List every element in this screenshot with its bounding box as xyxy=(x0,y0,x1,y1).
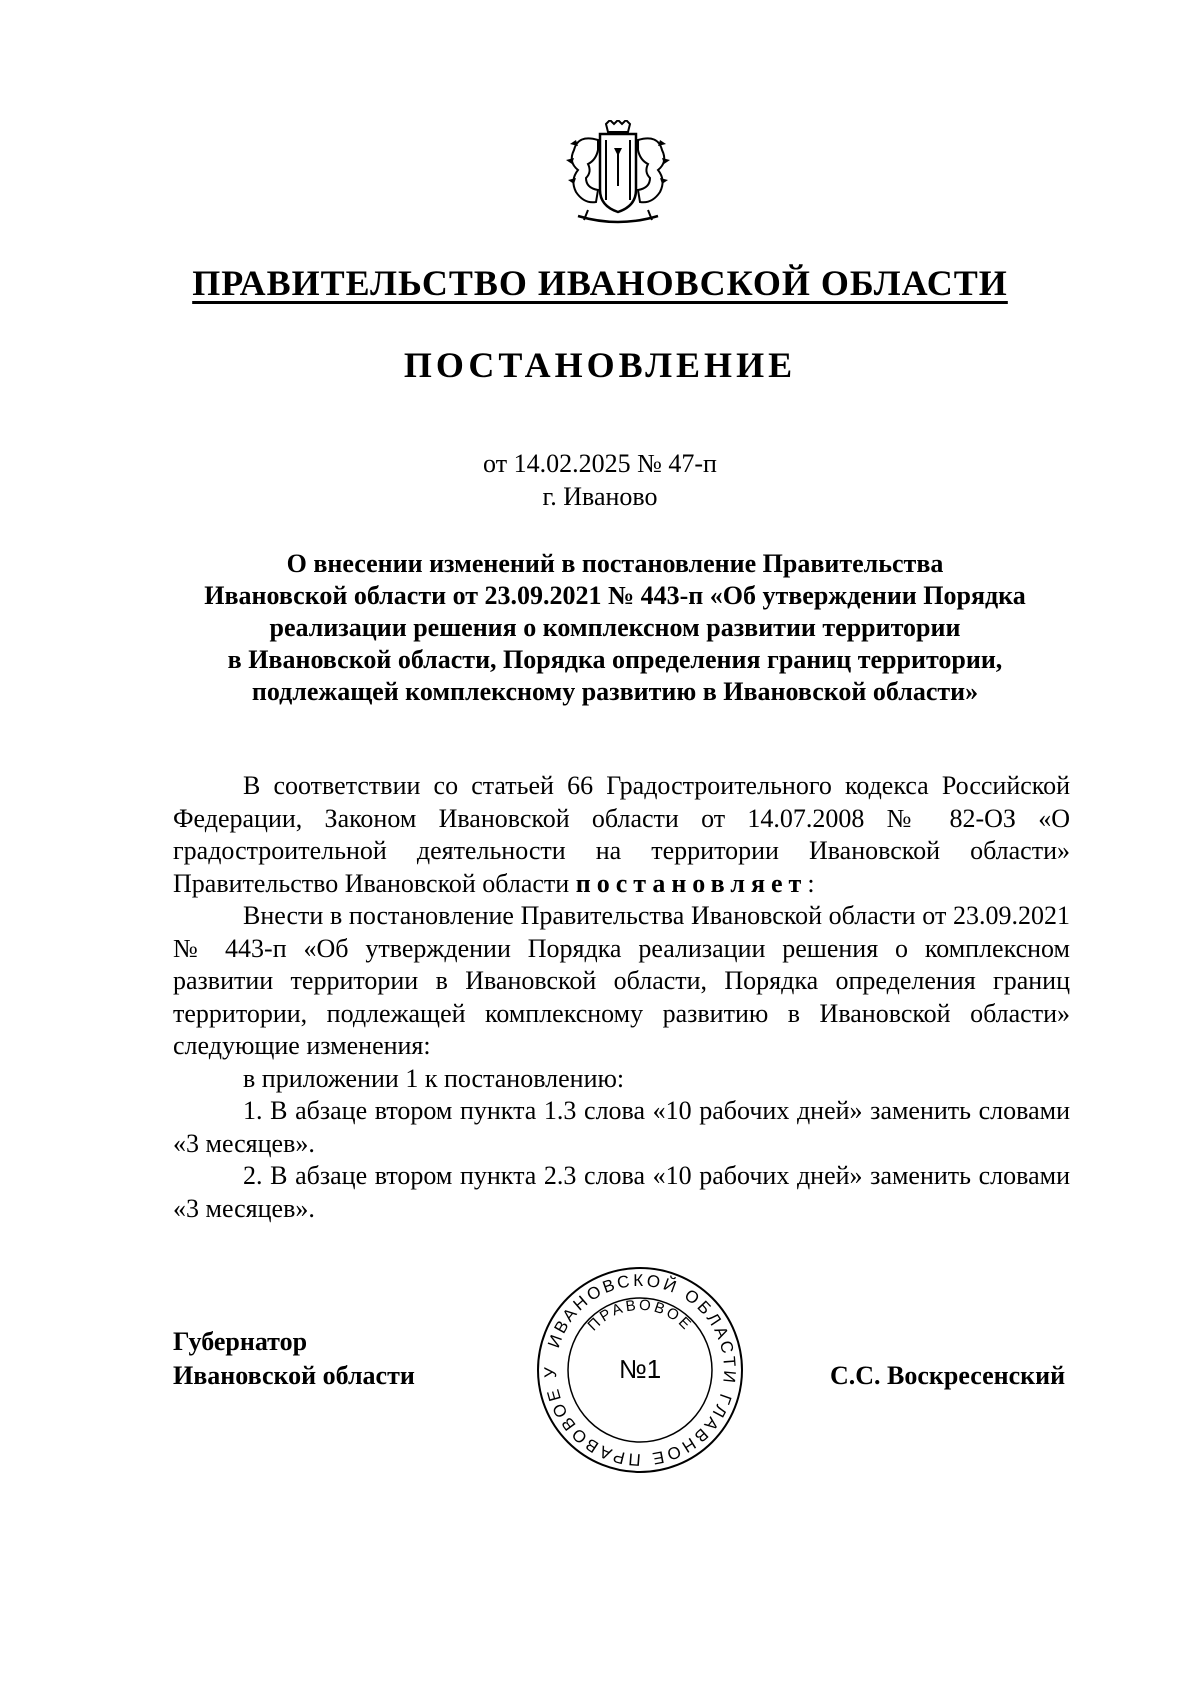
signatory-position-line: Ивановской области xyxy=(173,1361,415,1390)
official-stamp xyxy=(535,1265,745,1475)
document-body xyxy=(173,770,1070,1225)
signatory-name: С.С. Воскресенский xyxy=(830,1361,1066,1390)
document-type-heading: ПОСТАНОВЛЕНИЕ xyxy=(403,345,797,385)
body-paragraph: Внести в постановление Правительства Ивановской области от 23.09.2021 № 443-п «Об утверждении Порядка реализации решения о комплексном развитии территории в Ивановской области, Порядка определения границ территории, подлежащей комплексному развитию в Ивановской области» следующие изменения: xyxy=(173,901,1070,1060)
organization-title-text: ПРАВИТЕЛЬСТВО ИВАНОВСКОЙ ОБЛАСТИ xyxy=(192,263,1008,303)
stamp-number: №1 xyxy=(618,1354,662,1384)
subject-line: подлежащей комплексному развитию в Ивановской области» xyxy=(251,677,979,706)
subject-line: Ивановской области от 23.09.2021 № 443-п «Об утверждении Порядка xyxy=(204,581,1026,610)
svg-text:ПРАВОВОЕ xyxy=(584,1297,696,1335)
body-paragraph: в приложении 1 к постановлению: xyxy=(243,1063,625,1093)
organization-title xyxy=(0,262,1200,304)
document-subject xyxy=(160,548,1070,708)
signatory-position-line: Губернатор xyxy=(173,1327,308,1356)
subject-line: реализации решения о комплексном развитии территории xyxy=(269,613,961,642)
coat-of-arms-icon xyxy=(548,120,688,230)
preamble-text: В соответствии со статьей 66 Градостроительного кодекса Российской Федерации, Законом Ивановской области от 14.07.2008 № 82-ОЗ «О градостроительной деятельности на территории Ивановской области» Правительство Ивановской области xyxy=(173,771,1070,898)
subject-line: О внесении изменений в постановление Правительства xyxy=(286,549,944,578)
stamp-inner-text: ПРАВОВОЕ xyxy=(584,1296,697,1335)
preamble-paragraph xyxy=(173,770,1070,900)
amendment-item: 1. В абзаце втором пункта 1.3 слова «10 рабочих дней» заменить словами «3 месяцев». xyxy=(173,1096,1070,1158)
preamble-tail: : xyxy=(807,868,815,898)
subject-line: в Ивановской области, Порядка определения границ территории, xyxy=(227,645,1003,674)
signatory-position xyxy=(173,1325,415,1393)
stamp-outer-text: ИВАНОВСКОЙ ОБЛАСТИ ГЛАВНОЕ ПРАВОВОЕ У xyxy=(540,1270,740,1470)
resolution-keyword: постановляет xyxy=(575,868,808,898)
document-date-number: от 14.02.2025 № 47-п xyxy=(483,449,717,478)
document-meta xyxy=(0,447,1200,513)
document-city: г. Иваново xyxy=(542,482,658,511)
amendment-item: 2. В абзаце втором пункта 2.3 слова «10 рабочих дней» заменить словами «3 месяцев». xyxy=(173,1161,1070,1223)
